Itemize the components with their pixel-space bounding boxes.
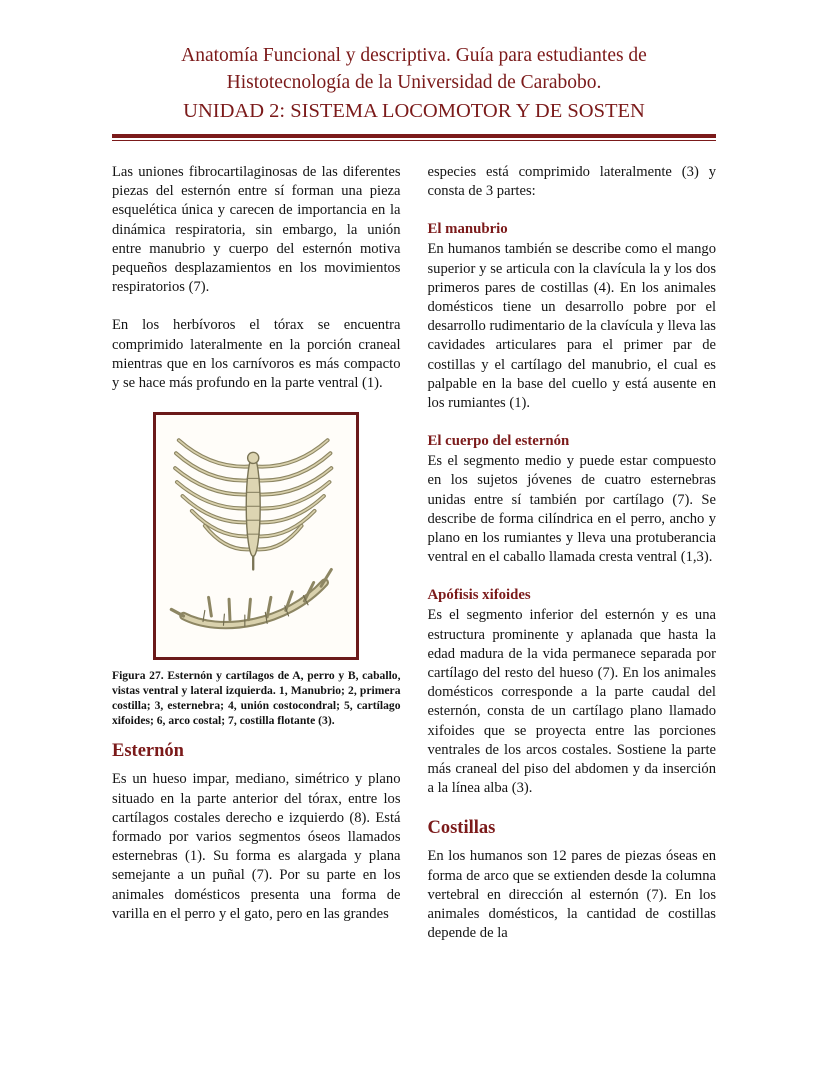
figure-27-frame <box>153 412 359 660</box>
two-column-body <box>112 163 716 963</box>
title-line-2: Histotecnología de la Universidad de Carabobo. <box>226 72 602 93</box>
paragraph-especies: especies está comprimido lateralmente (3) y consta de 3 partes: <box>427 164 716 200</box>
paragraph-costillas: En los humanos son 12 pares de piezas óseas en forma de arco que se extienden desde la columna vertebral en dirección al esternón (7). En los animales domésticos, la cantidad de costillas depende de la <box>427 848 716 942</box>
section-heading-esternon: Esternón <box>112 741 184 762</box>
paragraph-esternon: Es un hueso impar, mediano, simétrico y plano situado en la parte anterior del tórax, entre los cartílagos costales derecho e izquierdo (8). Está formado por varios segmentos óseos llamados esternebras (1). Su forma es alargada y plana semejante a un puñal (7). Por su parte en los animales domésticos presenta una forma de varilla en el perro y el gato, pero en las grandes <box>112 771 401 922</box>
figure-27-image <box>163 424 349 648</box>
header-divider <box>112 134 716 141</box>
figure-27 <box>112 412 401 728</box>
paragraph-manubrio: En humanos también se describe como el mango superior y se articula con la clavícula la y los dos primeros pares de costillas (4). En los animales domésticos tiene un desarrollo pobre por el desarrollo rudimentario de la clavícula y lleva las cavidades articulares para el primer par de costillas y el cartílago del manubrio, el cual es palpable en la base del cuello y está ausente en los rumiantes (1). <box>427 241 716 412</box>
document-header <box>112 42 716 141</box>
title-unit-line: UNIDAD 2: SISTEMA LOCOMOTOR Y DE SOSTEN <box>183 100 645 122</box>
paragraph-uniones: Las uniones fibrocartilaginosas de las diferentes piezas del esternón entre sí forman una pieza esquelética única y carecen de importancia en la dinámica respiratoria, sin embargo, la unión entre manubrio y cuerpo del esternón motiva pequeños desplazamientos en los movimientos respiratorios (7). <box>112 164 401 296</box>
left-column <box>112 163 401 963</box>
figure-27-caption: Figura 27. Esternón y cartílagos de A, perro y B, caballo, vistas ventral y lateral izquierda. 1, Manubrio; 2, primera costilla; 3, esternebra; 4, unión costocondral; 5, cartílago xifoides; 6, arco costal; 7, costilla flotante (3). <box>112 669 401 727</box>
paragraph-herbivoros: En los herbívoros el tórax se encuentra comprimido lateralmente en la porción craneal mientras que en los carnívoros es más compacto y se hace más profundo en la parte ventral (1). <box>112 317 401 392</box>
paragraph-cuerpo-esternon: Es el segmento medio y puede estar compuesto en los sujetos jóvenes de cuatro esternebras unidas entre sí también por cartílago (7). Se describe de forma cilíndrica en el perro, ancho y plano en los rumiantes y lleva una protuberancia ventral en el caballo llamada cresta ventral (1,3). <box>427 453 716 566</box>
title-line-1: Anatomía Funcional y descriptiva. Guía para estudiantes de <box>181 45 647 66</box>
paragraph-apofisis-xifoides: Es el segmento inferior del esternón y es una estructura prominente y aplanada que hasta la edad madura de la vida permanece separada por cartílago del resto del hueso (7). En los animales domésticos corresponde a la parte caudal del esternón, consta de un cartílago plano llamado xifoides que se proyecta entre las porciones ventrales de los arcos costales. Sostiene la parte más craneal del piso del abdomen y da inserción a la línea alba (3). <box>427 607 716 797</box>
right-column <box>428 163 717 963</box>
subheading-cuerpo-esternon: El cuerpo del esternón <box>427 433 570 450</box>
subheading-manubrio: El manubrio <box>427 221 508 238</box>
subheading-apofisis-xifoides: Apófisis xifoides <box>427 587 531 604</box>
section-heading-costillas: Costillas <box>427 818 496 839</box>
